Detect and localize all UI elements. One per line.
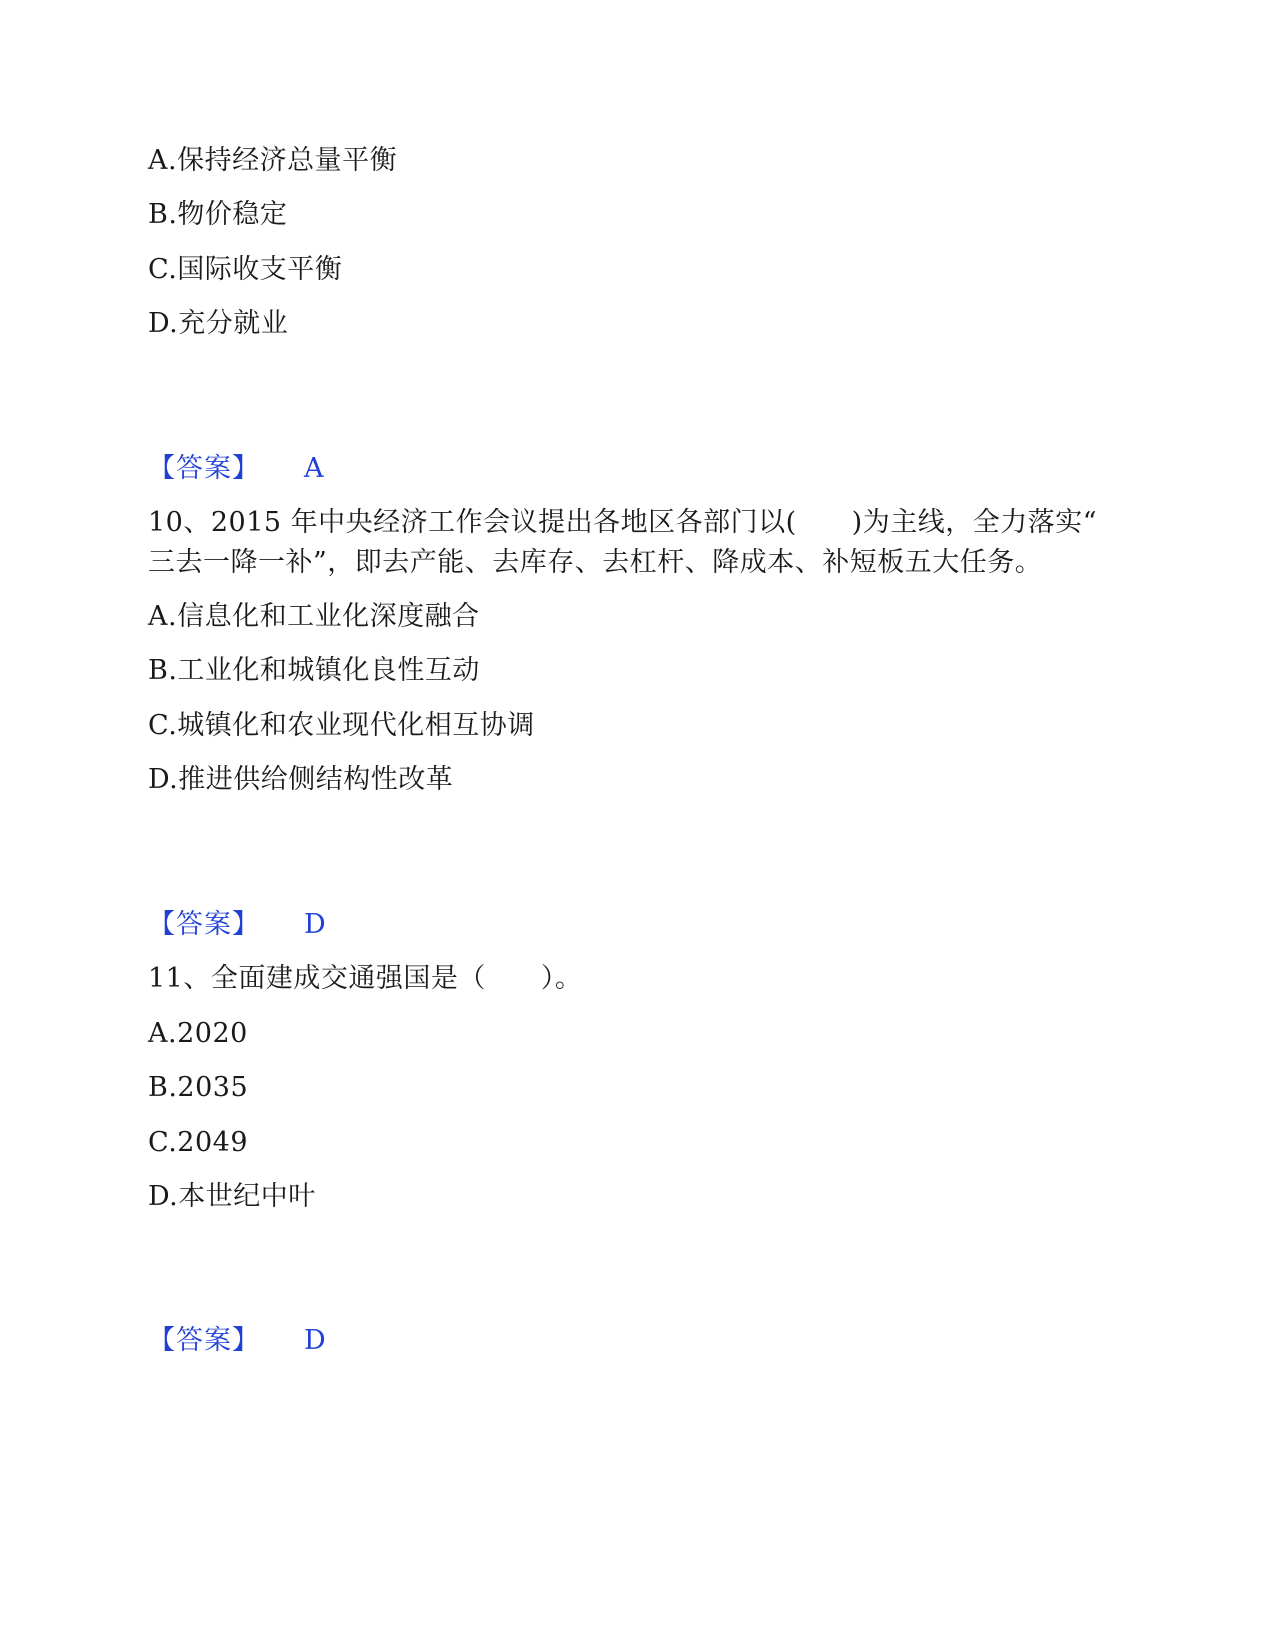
q11-option-d: D.本世纪中叶	[148, 1181, 316, 1212]
q10-option-c: C.城镇化和农业现代化相互协调	[148, 710, 535, 741]
q9-option-c: C.国际收支平衡	[148, 254, 343, 285]
q10-option-a: A.信息化和工业化深度融合	[148, 601, 480, 632]
q9-option-d: D.充分就业	[148, 308, 289, 339]
q11-option-c: C.2049	[148, 1127, 248, 1158]
q11-option-b: B.2035	[148, 1072, 249, 1103]
answer-value: A	[304, 453, 324, 484]
q11-option-a: A.2020	[148, 1018, 248, 1049]
q9-option-a: A.保持经济总量平衡	[148, 145, 398, 176]
answer-label: 【答案】	[148, 1325, 260, 1356]
answer-value: D	[304, 909, 326, 940]
q11-stem: 11、全面建成交通强国是（ ）。	[148, 963, 583, 994]
q11-answer	[148, 1324, 326, 1358]
answer-label: 【答案】	[148, 909, 260, 940]
q10-stem-line2: 三去一降一补”，即去产能、去库存、去杠杆、降成本、补短板五大任务。	[148, 547, 1043, 578]
answer-value: D	[304, 1325, 326, 1356]
q9-answer	[148, 452, 324, 486]
q10-answer	[148, 908, 326, 942]
answer-label: 【答案】	[148, 453, 260, 484]
q10-option-b: B.工业化和城镇化良性互动	[148, 655, 480, 686]
q9-option-b: B.物价稳定	[148, 199, 288, 230]
q10-stem-line1: 10、2015 年中央经济工作会议提出各地区各部门以( )为主线，全力落实“	[148, 507, 1098, 538]
q10-option-d: D.推进供给侧结构性改革	[148, 764, 454, 795]
